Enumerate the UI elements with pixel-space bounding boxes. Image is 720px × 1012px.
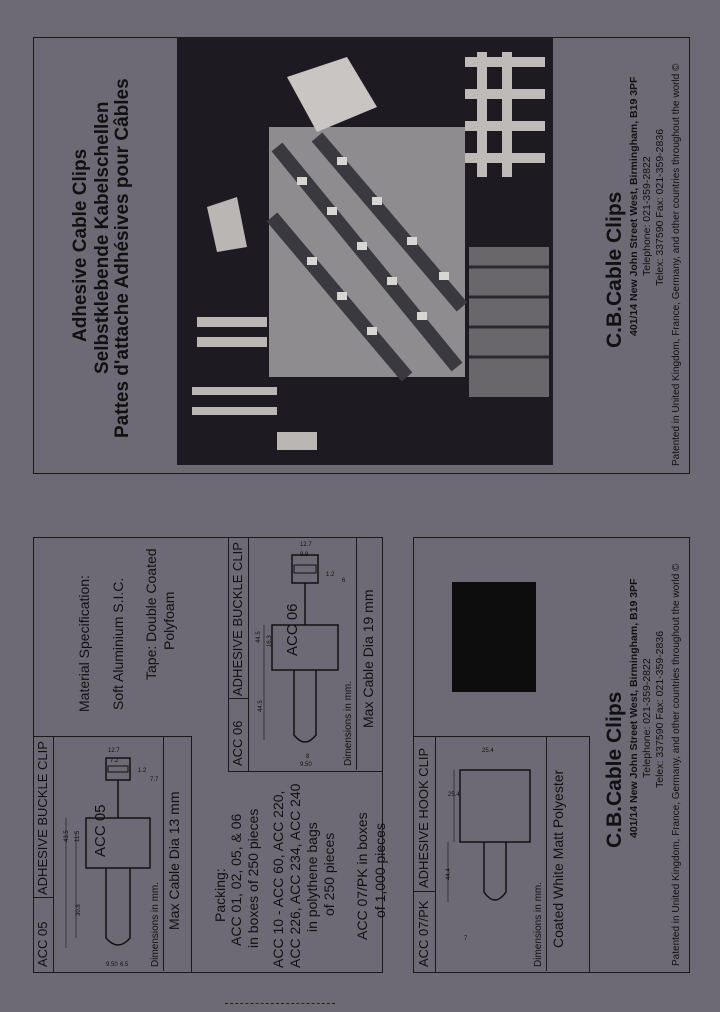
title-de: Selbstklebende Kabelschellen [92, 101, 113, 374]
acc06-dim-9: 9.50 [300, 762, 312, 768]
sample-swatch [452, 582, 536, 692]
product-photo [177, 37, 553, 465]
cover-company-name: C.B.Cable Clips [603, 191, 626, 348]
acc05-dim-1: 12.7 [108, 748, 120, 754]
acc05-dim-8: 6.5 [120, 962, 129, 968]
material-line-1: Soft Aluminium S.I.C. [110, 577, 126, 710]
acc05-max-cable: Max Cable Dia 13 mm [166, 791, 182, 930]
acc07-footer-rule [546, 736, 547, 971]
acc05-dim-5: 43.5 [64, 830, 70, 842]
cover-company-address: 401/14 New John Street West, Birmingham, B19 3PF [628, 76, 640, 336]
packing-line-2: in boxes of 250 pieces [245, 808, 261, 948]
acc05-header-rule [53, 736, 54, 971]
packing-line-8: of 1,000 pieces [372, 823, 388, 918]
acc06-dim-1: 12.7 [300, 542, 312, 548]
acc07-dim-3: 44.4 [446, 868, 452, 880]
spec-company-address: 401/14 New John Street West, Birmingham, B19 3PF [628, 578, 640, 838]
spec-telephone: Telephone: 021-359-2822 [641, 658, 653, 778]
acc05-dim-4: 7.7 [150, 777, 159, 783]
acc05-title: ADHESIVE BUCKLE CLIP [35, 741, 50, 895]
acc06-label: ACC 06 [284, 603, 301, 656]
acc06-footer-rule [356, 537, 357, 770]
acc06-dim-6: 16.3 [267, 635, 273, 647]
acc06-max-cable: Max Cable Dia 19 mm [360, 589, 376, 728]
acc07-dim-4: 7 [464, 936, 468, 942]
spec-telex-fax: Telex: 337590 Fax: 021-359-2836 [654, 630, 666, 788]
material-line-3: Polyfoam [161, 591, 177, 650]
packing-line-1: ACC 01, 02, 05, & 06 [228, 813, 244, 946]
acc05-label: ACC 05 [92, 804, 109, 857]
title-en: Adhesive Cable Clips [70, 148, 91, 342]
cover-telephone: Telephone: 021-359-2822 [641, 156, 653, 276]
acc07-dim-2: 25.4 [448, 792, 460, 798]
acc06-dim-8: 8 [306, 754, 310, 760]
acc05-dim-9: 9.50 [106, 962, 118, 968]
acc06-code: ACC 06 [230, 720, 245, 766]
packing-line-7: ACC 07/PK in boxes [354, 812, 370, 940]
acc05-dim-6: 11.5 [75, 830, 81, 842]
acc07-material: Coated White Matt Polyester [550, 769, 566, 948]
acc06-dim-5: 44.5 [256, 631, 262, 643]
spec-patent: Patented in United Kingdom, France, Germany, and other countries throughout the world © [671, 563, 682, 966]
packing-line-6: of 250 pieces [321, 832, 337, 916]
acc07-code: ACC 07/PK [416, 900, 431, 967]
acc06-title: ADHESIVE BUCKLE CLIP [230, 542, 245, 696]
product-photo-art [177, 37, 553, 465]
acc06-dimensions-note: Dimensions in mm. [343, 680, 354, 766]
acc07-title: ADHESIVE HOOK CLIP [416, 747, 431, 888]
acc06-header-rule [248, 537, 249, 770]
acc07-header-rule [435, 736, 436, 971]
acc05-dim-7: 30.8 [76, 904, 82, 916]
title-fr: Pattes d'attache Adhésives pour Câbles [112, 78, 133, 438]
packing-line-5: in polythene bags [304, 822, 320, 932]
acc05-code: ACC 05 [35, 921, 50, 967]
fold-mark [225, 1003, 335, 1004]
acc06-dim-3: 1.2 [326, 572, 335, 578]
material-line-2: Tape: Double Coated [143, 548, 159, 680]
acc05-footer-rule [163, 736, 164, 971]
material-heading: Material Specification: [76, 575, 92, 712]
acc06-dim-7: 44.5 [258, 700, 264, 712]
packing-line-4: ACC 226, ACC 234, ACC 240 [287, 783, 303, 968]
acc06-dim-2: 8.8 [300, 552, 309, 558]
acc05-dim-3: 1.2 [138, 768, 147, 774]
acc07-dim-1: 25.4 [482, 748, 494, 754]
acc06-dim-4: 6 [342, 578, 346, 584]
packing-line-3: ACC 10 - ACC 60, ACC 220, [270, 790, 286, 968]
cover-patent: Patented in United Kingdom, France, Germany, and other countries throughout the world © [671, 63, 682, 466]
acc05-dim-2: 7.2 [110, 758, 119, 764]
spec-company-name: C.B.Cable Clips [603, 691, 626, 848]
cover-telex-fax: Telex: 337590 Fax: 021-359-2836 [654, 128, 666, 286]
acc07-dimensions-note: Dimensions in mm. [533, 881, 544, 967]
acc05-dimensions-note: Dimensions in mm. [150, 881, 161, 967]
packing-heading: Packing: [212, 868, 228, 922]
